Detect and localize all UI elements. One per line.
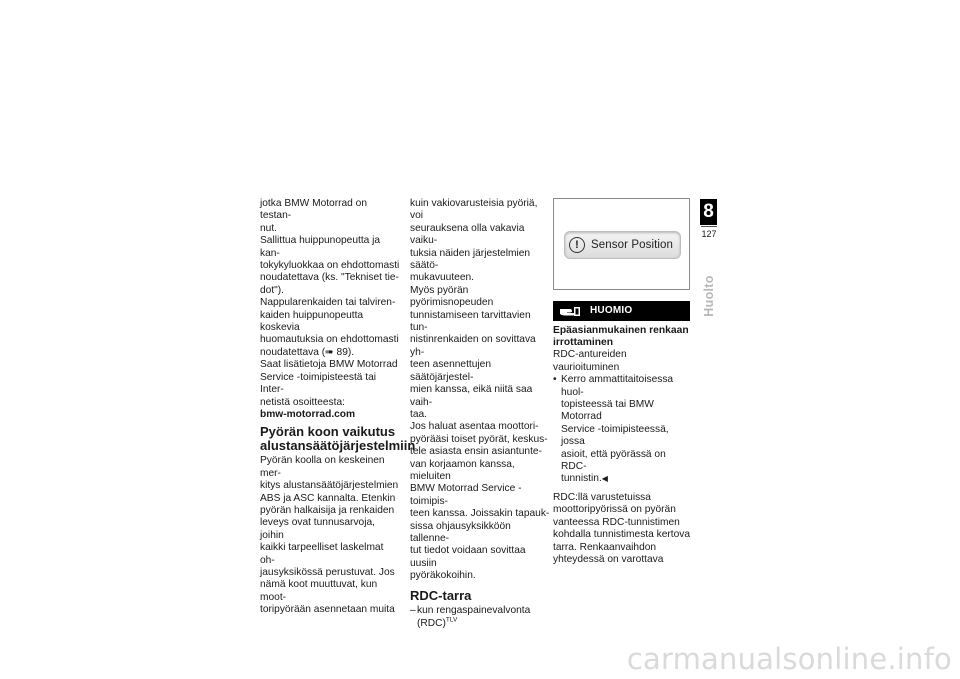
dash-item-text: kun rengaspainevalvonta (RDC) [417, 605, 531, 629]
website-url: bmw-motorrad.com [260, 408, 356, 420]
paragraph: RDC-antureiden vaurioituminen [553, 349, 627, 373]
divider [701, 226, 717, 227]
warning-circle-icon: ! [569, 237, 585, 253]
paragraph [260, 297, 400, 359]
tlv-superscript: TLV [445, 616, 458, 624]
paragraph: Jos haluat asentaa moottori- pyörääsi toiset pyörät, keskus- tele asiasta ensin asiantunte- van korjaamon kanssa, mieluiten BMW Motorrad Service -toimipis- teen kanssa. Joissakin tapauk- sissa ohjausyksikköön tallenne- tut tiedot voidaan sovittaa uusiin pyöräkokoihin. [410, 421, 550, 582]
end-mark-icon: ◀ [601, 474, 608, 484]
paragraph: RDC:llä varustetuissa moottoripyörissä on pyörän vanteessa RDC-tunnistimen kohdalla tunnistimesta kertova tarra. Renkaanvaihdon yhteydessä on varottava [553, 491, 691, 565]
section-heading-wheel-size [260, 424, 416, 453]
notice-label: HUOMIO [590, 304, 633, 316]
sensor-position-figure [553, 198, 690, 290]
paragraph: kuin vakiovarusteisia pyöriä, voi seurauksena olla vakavia vaiku- tuksia näiden järjestelmien säätö- mukavuuteen. [410, 198, 538, 284]
paragraph: jotka BMW Motorrad on testan- nut. [260, 198, 368, 234]
column-1 [260, 198, 416, 617]
bullet-text: Kerro ammattitaitoisessa huol- topisteessä tai BMW Motorrad Service -toimipisteessä, jossa asioit, että pyörässä on RDC- tunnistin. [561, 374, 674, 485]
column-2 [410, 198, 550, 630]
notice-bar [553, 301, 690, 321]
page-reference: (➠ 89). [321, 346, 355, 358]
paragraph: Myös pyörän pyörimisnopeuden tunnistamiseen tarvittavien tun- nistinrenkaiden on sovittava yh- teen asennettujen säätöjärjestel- mien kanssa, eikä niitä saa vaih- taa. [410, 284, 536, 420]
sensor-display [564, 231, 681, 259]
dash-list-item [410, 605, 550, 630]
watermark: carmanualsonline.info [626, 642, 952, 676]
bullet-list-item [553, 374, 692, 486]
heading-text: Pyörän koon vaikutus alustansäätöjärjestelmiin [260, 424, 416, 453]
paragraph: Sallittua huippunopeutta ja kan- tokykyluokkaa on ehdottomasti noudatettava (ks. "Tekniset tie- dot"). [260, 235, 400, 296]
column-3 [553, 198, 692, 566]
section-heading-rdc-label: RDC-tarra [410, 587, 472, 603]
paragraph: Pyörän koolla on keskeinen mer- kitys alustansäätöjärjestelmien ABS ja ASC kannalta. Etenkin pyörän halkaisija ja renkaiden leveys ovat tunnusarvoja, joihin kaikki tarpeelliset laskelmat oh- jausyksikössä perustuvat. Jos nämä koot muuttuvat, kun moot- toripyörään asennetaan muita [260, 455, 399, 616]
chapter-tab: 8 [700, 199, 717, 225]
paragraph-text: Nappularenkaiden tai talviren- kaiden huippunopeutta koskevia huomautuksia on ehdottomasti noudatettava [260, 297, 399, 358]
sensor-display-text: Sensor Position [591, 238, 674, 251]
paragraph: Saat lisätietoja BMW Motorrad Service -toimipisteestä tai Inter- netistä osoitteesta: [260, 359, 398, 408]
warning-subheading: Epäasianmukainen renkaan irrottaminen [553, 325, 689, 349]
hand-pointing-icon [559, 304, 581, 318]
page-number: 127 [701, 229, 717, 239]
section-label: Huolto [702, 275, 716, 317]
